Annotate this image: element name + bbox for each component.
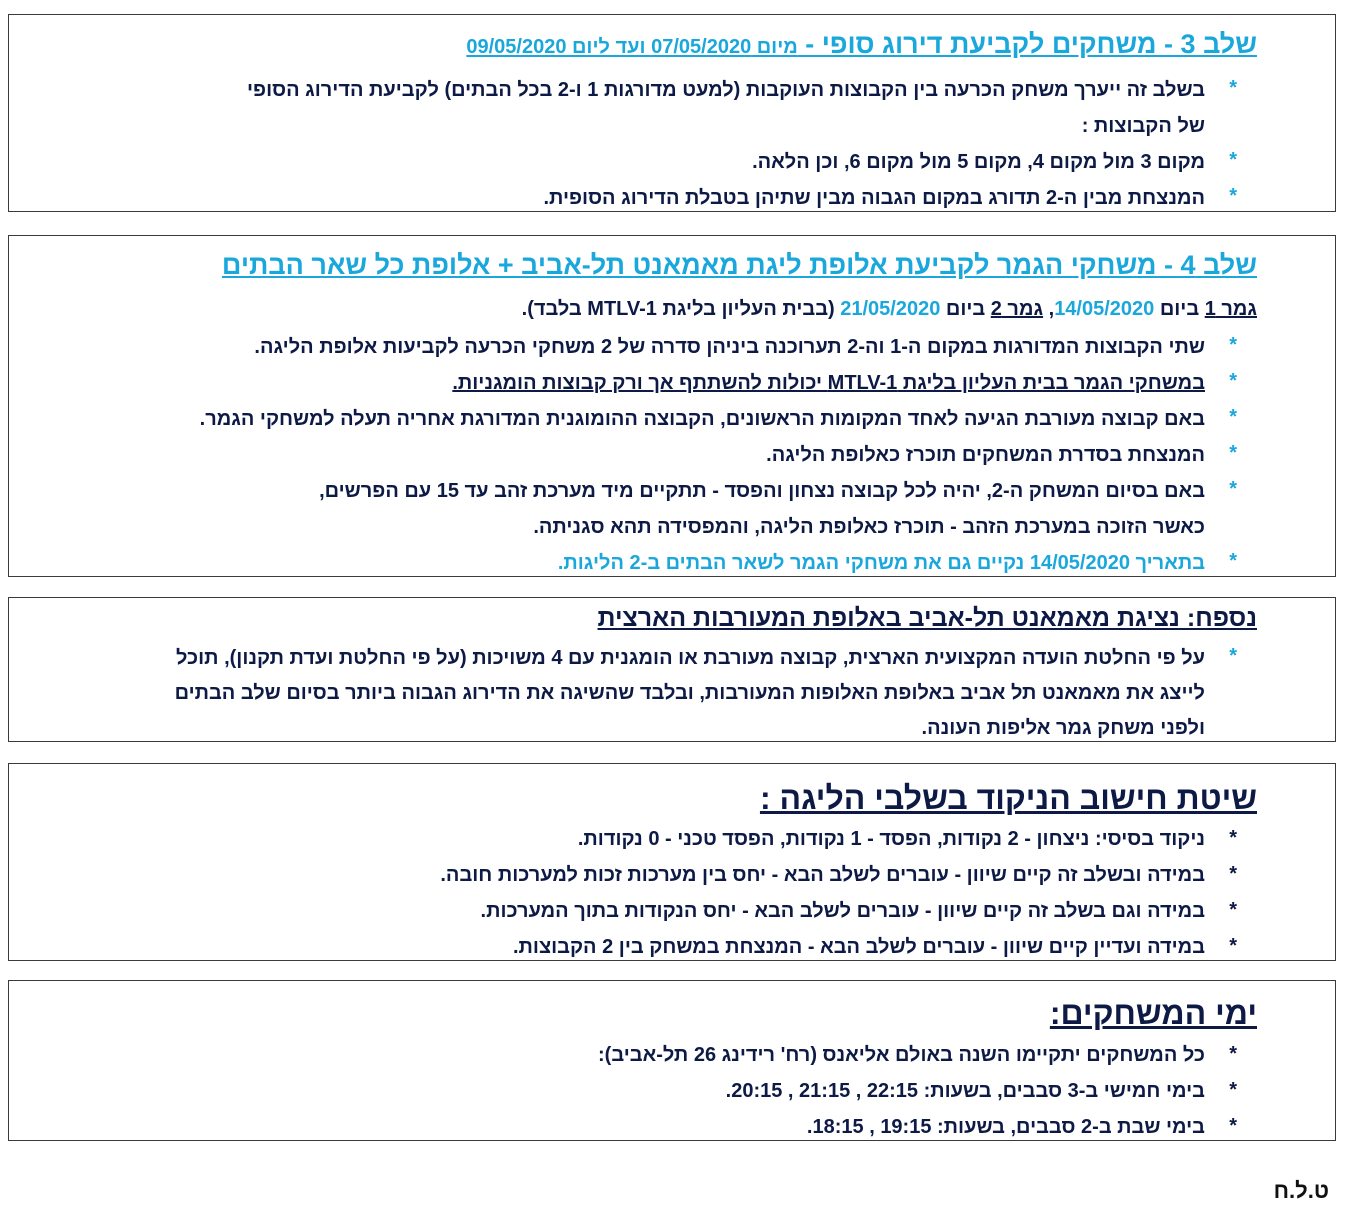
bullet-star: * xyxy=(1229,899,1237,921)
list-item: ניקוד בסיסי: ניצחון - 2 נקודות, הפסד - 1 נקודות, הפסד טכני - 0 נקודות. xyxy=(577,828,1205,850)
stage3-title-main: שלב 3 - משחקים לקביעת דירוג סופי - xyxy=(797,29,1257,59)
list-item: במשחקי הגמר בבית העליון בליגת MTLV-1 יכולות להשתתף אך ורק קבוצות הומגניות. xyxy=(452,372,1205,394)
list-item: כאשר הזוכה במערכת הזהב - תוכרז כאלופת הליגה, והמפסידה תהא סגניתה. xyxy=(533,516,1205,538)
list-item: במידה ובשלב זה קיים שיוון - עוברים לשלב הבא - יחס בין מערכות זכות למערכות חובה. xyxy=(440,864,1205,886)
list-item: בתאריך 14/05/2020 נקיים גם את משחקי הגמר לשאר הבתים ב-2 הליגות. xyxy=(557,552,1205,574)
list-item: המנצחת מבין ה-2 תדורג במקום הגבוה מבין שתיהן בטבלת הדירוג הסופית. xyxy=(543,187,1205,209)
bullet-star: * xyxy=(1229,645,1237,667)
final2-date: 21/05/2020 xyxy=(840,298,941,320)
list-item: באם בסיום המשחק ה-2, יהיה לכל קבוצה נצחון והפסד - תתקיים מיד מערכת זהב עד 15 עם הפרשים, xyxy=(319,480,1205,502)
bullet-star: * xyxy=(1229,334,1237,356)
stage3-section xyxy=(8,14,1336,212)
stage3-title xyxy=(466,29,1257,60)
bullet-star: * xyxy=(1229,370,1237,392)
final1-label: גמר 1 xyxy=(1204,298,1257,320)
list-item: ולפני משחק גמר אליפות העונה. xyxy=(921,717,1205,739)
scoring-section xyxy=(8,763,1336,961)
gamedays-title: ימי המשחקים: xyxy=(1049,995,1257,1031)
finals-dates-line xyxy=(522,298,1257,321)
list-item: מקום 3 מול מקום 4, מקום 5 מול מקום 6, וכן הלאה. xyxy=(752,151,1205,173)
on-label: ביום xyxy=(940,298,991,320)
bullet-star: * xyxy=(1229,550,1237,572)
on-label: ביום xyxy=(1154,298,1205,320)
final1-date: 14/05/2020 xyxy=(1054,298,1155,320)
list-item: במידה וגם בשלב זה קיים שיוון - עוברים לשלב הבא - יחס הנקודות בתוך המערכות. xyxy=(480,900,1205,922)
bullet-star: * xyxy=(1229,149,1237,171)
bullet-star: * xyxy=(1229,478,1237,500)
bullet-star: * xyxy=(1229,406,1237,428)
list-item: בימי שבת ב-2 סבבים, בשעות: 19:15 , 18:15. xyxy=(806,1116,1205,1138)
bullet-star: * xyxy=(1229,935,1237,957)
bullet-star: * xyxy=(1229,442,1237,464)
page-footer: ט.ל.ח xyxy=(1273,1178,1329,1203)
bullet-star: * xyxy=(1229,185,1237,207)
list-item: באם קבוצה מעורבת הגיעה לאחד המקומות הראשונים, הקבוצה ההומוגנית המדורגת אחריה תעלה למשחקי הגמר. xyxy=(199,408,1205,430)
scoring-title: שיטת חישוב הניקוד בשלבי הליגה : xyxy=(759,780,1257,816)
addendum-section xyxy=(8,597,1336,742)
stage4-section xyxy=(8,235,1336,577)
bullet-star: * xyxy=(1229,863,1237,885)
list-item: על פי החלטת הועדה המקצועית הארצית, קבוצה מעורבת או הומגנית עם 4 משויכות (על פי החלטת ועדת תקנון), תוכל xyxy=(176,647,1205,669)
stage3-title-dates: מיום 07/05/2020 ועד ליום 09/05/2020 xyxy=(466,36,798,58)
list-item: כל המשחקים יתקיימו השנה באולם אליאנס (רח' רידינג 26 תל-אביב): xyxy=(598,1044,1205,1066)
bullet-star: * xyxy=(1229,1043,1237,1065)
addendum-title: נספח: נציגת מאמאנט תל-אביב באלופת המעורבות הארצית xyxy=(597,604,1257,632)
list-item: לייצג את מאמאנט תל אביב באלופת האלופות המעורבות, ובלבד שהשיגה את הדירוג הגבוה ביותר בסיום שלב הבתים xyxy=(174,682,1205,704)
list-item: של הקבוצות : xyxy=(1081,115,1205,137)
list-item: שתי הקבוצות המדורגות במקום ה-1 וה-2 תערוכנה ביניהן סדרה של 2 משחקי הכרעה לקביעות אלופת הליגה. xyxy=(254,336,1205,358)
list-item: בשלב זה ייערך משחק הכרעה בין הקבוצות העוקבות (למעט מדורגות 1 ו-2 בכל הבתים) לקביעת הדירוג הסופי xyxy=(247,79,1205,101)
list-item: במידה ועדיין קיים שיוון - עוברים לשלב הבא - המנצחת במשחק בין 2 הקבוצות. xyxy=(513,936,1205,958)
gamedays-section xyxy=(8,980,1336,1141)
stage4-title: שלב 4 - משחקי הגמר לקביעת אלופת ליגת מאמאנט תל-אביב + אלופת כל שאר הבתים xyxy=(221,250,1257,280)
bullet-star: * xyxy=(1229,827,1237,849)
final2-label: גמר 2 xyxy=(990,298,1044,320)
comma: , xyxy=(1043,298,1055,320)
bullet-star: * xyxy=(1229,1079,1237,1101)
final-note: (בבית העליון בליגת MTLV-1 בלבד). xyxy=(521,298,841,320)
list-item: המנצחת בסדרת המשחקים תוכרז כאלופת הליגה. xyxy=(766,444,1205,466)
bullet-star: * xyxy=(1229,1115,1237,1137)
bullet-star: * xyxy=(1229,77,1237,99)
list-item: בימי חמישי ב-3 סבבים, בשעות: 22:15 , 21:15 , 20:15. xyxy=(725,1080,1205,1102)
